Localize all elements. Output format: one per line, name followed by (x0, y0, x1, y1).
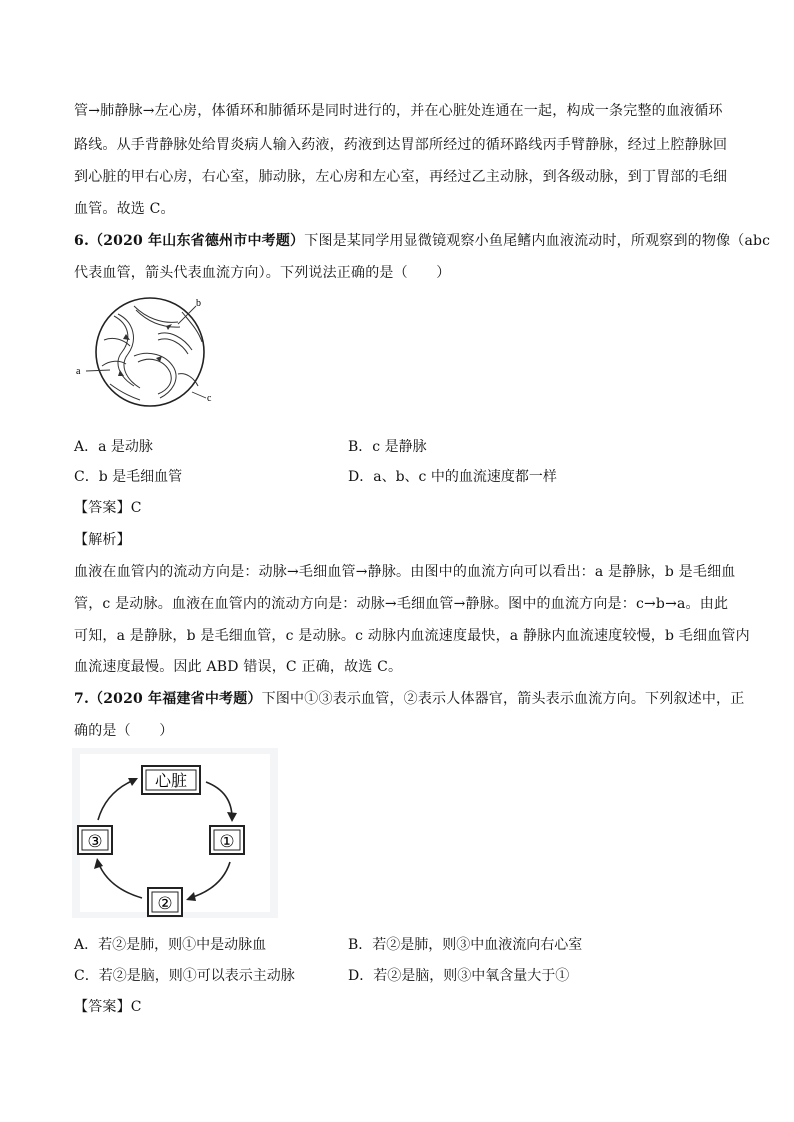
intro-line-2: 路线。从手背静脉处给胃炎病人输入药液，药液到达胃部所经过的循环路线丙手臂静脉，经过上腔静脉回 (74, 137, 728, 153)
q6-analysis-line-4: 血流速度最慢。因此 ABD 错误，C 正确，故选 C。 (74, 659, 403, 675)
q6-number: 6. (74, 233, 90, 249)
q7-stem-line-1 (74, 688, 744, 708)
q6-option-b: B．c 是静脉 (348, 439, 427, 455)
intro-line-1: 管→肺静脉→左心房，体循环和肺循环是同时进行的，并在心脏处连通在一起，构成一条完整的血液循环 (74, 103, 723, 119)
q7-box-1 (210, 826, 244, 854)
intro-line-3: 到心脏的甲右心房，右心室，肺动脉，左心房和左心室，再经过乙主动脉，到各级动脉，到丁胃部的毛细 (74, 169, 728, 185)
q6-stem-line-1 (74, 230, 770, 250)
q6-microscope-figure (74, 294, 224, 414)
intro-line-4: 血管。故选 C。 (74, 201, 175, 217)
q6-option-c: C．b 是毛细血管 (74, 469, 183, 485)
q7-box-heart (142, 766, 200, 794)
q6-option-d: D．a、b、c 中的血流速度都一样 (348, 469, 557, 485)
q6-analysis-title: 【解析】 (74, 532, 131, 548)
q7-source: （2020 年福建省中考题） (89, 691, 262, 707)
q7-stem-text: 下图中①③表示血管，②表示人体器官，箭头表示血流方向。下列叙述中，正 (261, 691, 745, 707)
q6-answer: 【答案】C (74, 500, 142, 516)
q7-option-a: A．若②是肺，则①中是动脉血 (74, 937, 267, 953)
q7-answer: 【答案】C (74, 999, 142, 1015)
q6-analysis-line-2: 管，c 是动脉。血液在血管内的流动方向是：动脉→毛细血管→静脉。图中的血流方向是：c→b→a。由此 (74, 596, 729, 612)
q7-circulation-figure (72, 748, 278, 918)
q7-option-c: C．若②是脑，则①可以表示主动脉 (74, 968, 295, 984)
q6-stem-line-2: 代表血管，箭头代表血流方向）。下列说法正确的是（ ） (74, 265, 451, 281)
q6-figure-label-a: a (76, 366, 81, 377)
q7-box-heart-label: 心脏 (154, 771, 188, 790)
q6-figure-label-b: b (196, 298, 201, 309)
q7-box-2-label: ② (157, 894, 173, 914)
q6-option-a: A．a 是动脉 (74, 439, 153, 455)
q7-box-3 (78, 826, 112, 854)
q6-analysis-line-3: 可知，a 是静脉，b 是毛细血管，c 是动脉。c 动脉内血流速度最快，a 静脉内血流速度较慢，b 毛细血管内 (74, 628, 750, 644)
q6-stem-text: 下图是某同学用显微镜观察小鱼尾鳍内血液流动时，所观察到的物像（abc (304, 233, 771, 249)
q7-option-b: B．若②是肺，则③中血液流向右心室 (348, 937, 583, 953)
q7-option-d: D．若②是脑，则③中氧含量大于① (348, 968, 570, 984)
q6-figure-label-c: c (207, 393, 212, 404)
q7-number: 7. (74, 691, 90, 707)
q7-box-2 (148, 888, 182, 916)
q7-stem-line-2: 确的是（ ） (74, 723, 174, 739)
q6-analysis-line-1: 血液在血管内的流动方向是：动脉→毛细血管→静脉。由图中的血流方向可以看出：a 是静脉，b 是毛细血 (74, 564, 736, 580)
q7-box-1-label: ① (219, 832, 235, 852)
q6-source: （2020 年山东省德州市中考题） (89, 233, 305, 249)
q7-box-3-label: ③ (87, 832, 103, 852)
